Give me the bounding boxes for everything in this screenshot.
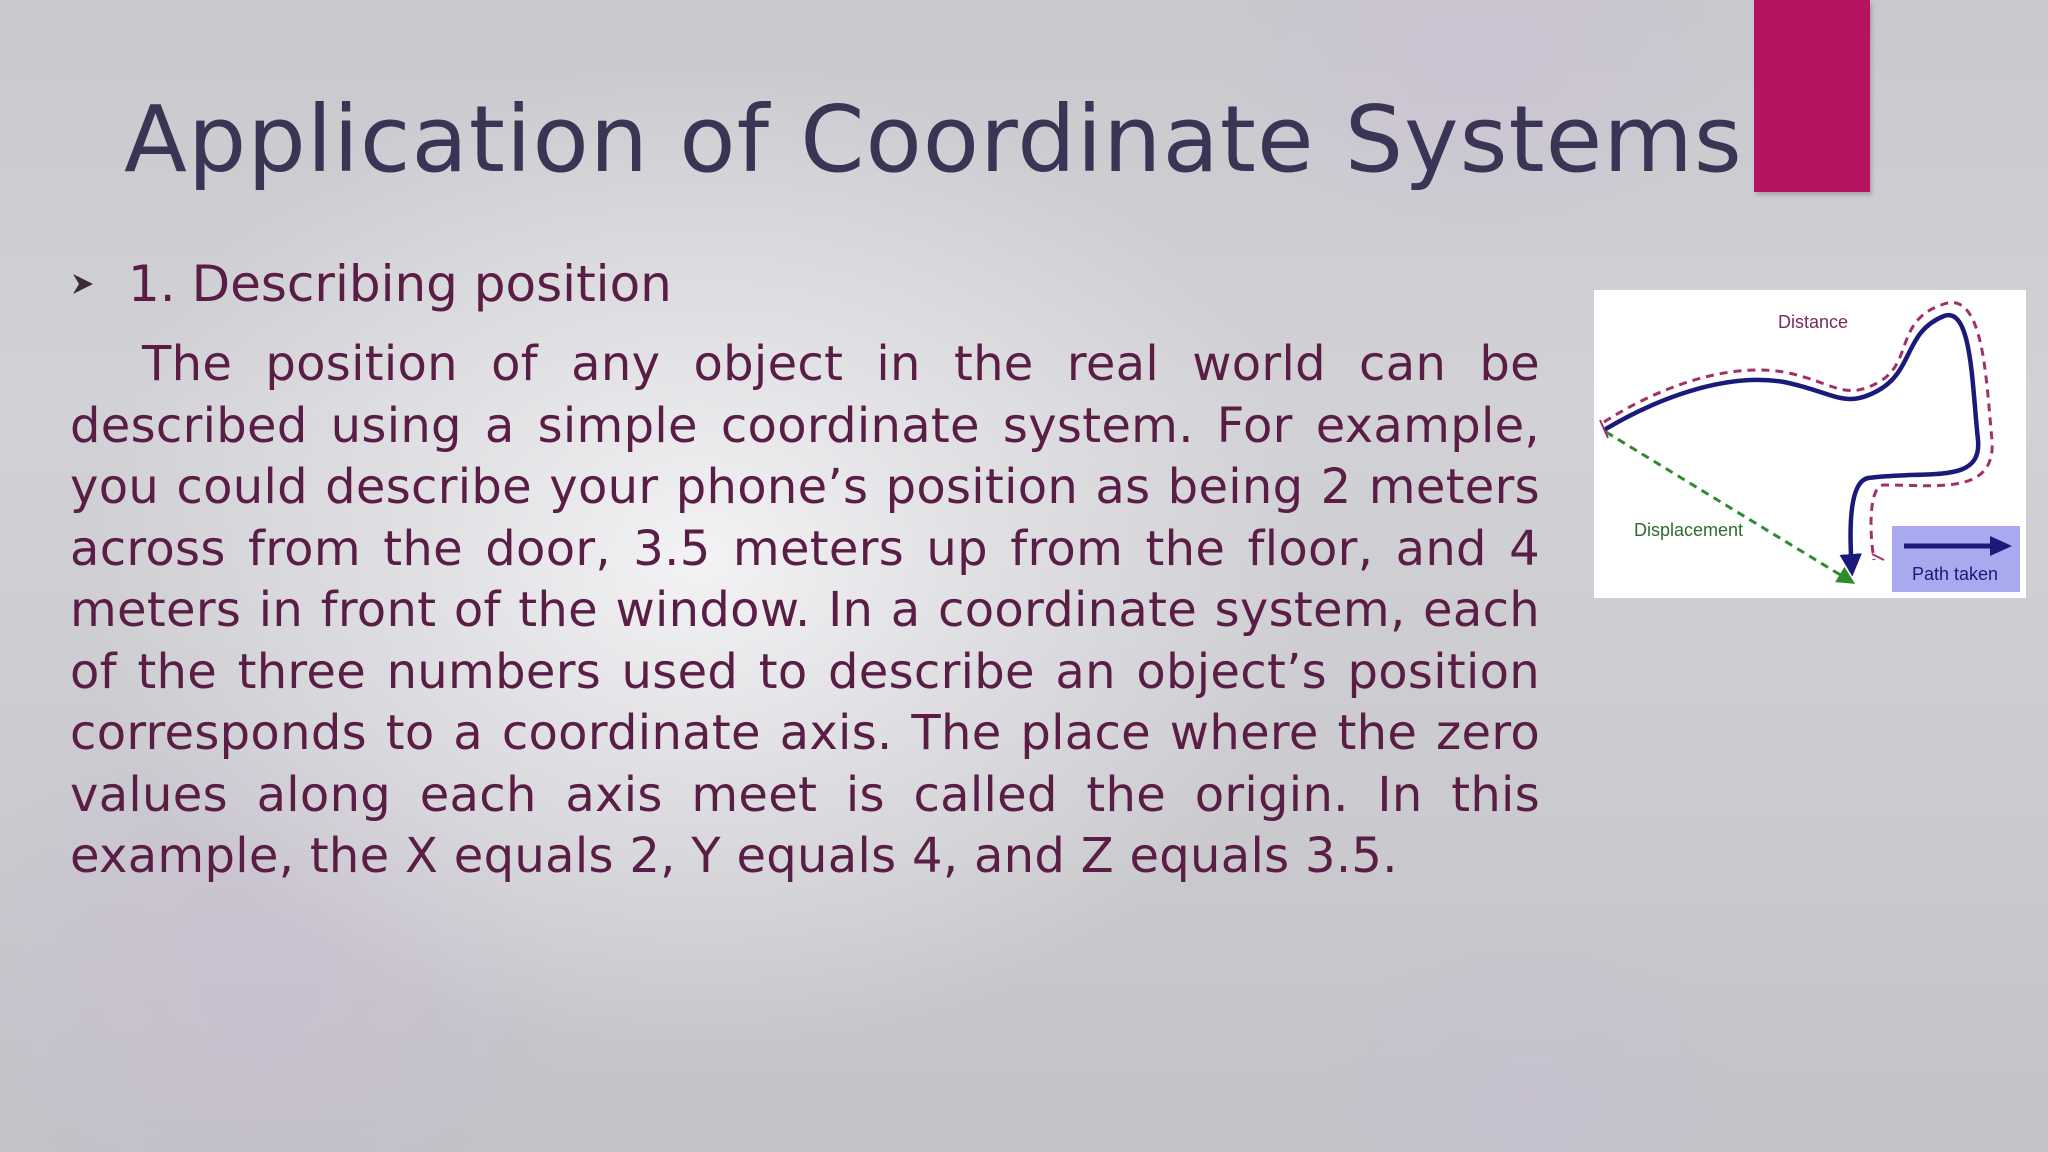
distance-displacement-figure xyxy=(1594,290,2026,598)
bullet-item xyxy=(70,252,672,316)
distance-label: Distance xyxy=(1778,312,1849,332)
slide-title: Application of Coordinate Systems xyxy=(124,86,1743,193)
path-taken-legend xyxy=(1892,526,2020,592)
path-taken-label: Path taken xyxy=(1912,564,1999,584)
displacement-label: Displacement xyxy=(1634,520,1744,540)
body-paragraph: The position of any object in the real world can be described using a simple coordinate system. For example, you could describe your phone’s position as being 2 meters across from the door, 3.5 meters up from the floor, and 4 meters in front of the window. In a coordinate system, each of the three numbers used to describe an object’s position corresponds to a coordinate axis. The place where the zero values along each axis meet is called the origin. In this example, the X equals 2, Y equals 4, and Z equals 3.5. xyxy=(70,336,1540,884)
displacement-arrow xyxy=(1606,432,1852,582)
accent-bar xyxy=(1754,0,1870,192)
arrowhead-bullet-icon xyxy=(70,264,110,304)
bullet-text: 1. Describing position xyxy=(128,255,672,313)
